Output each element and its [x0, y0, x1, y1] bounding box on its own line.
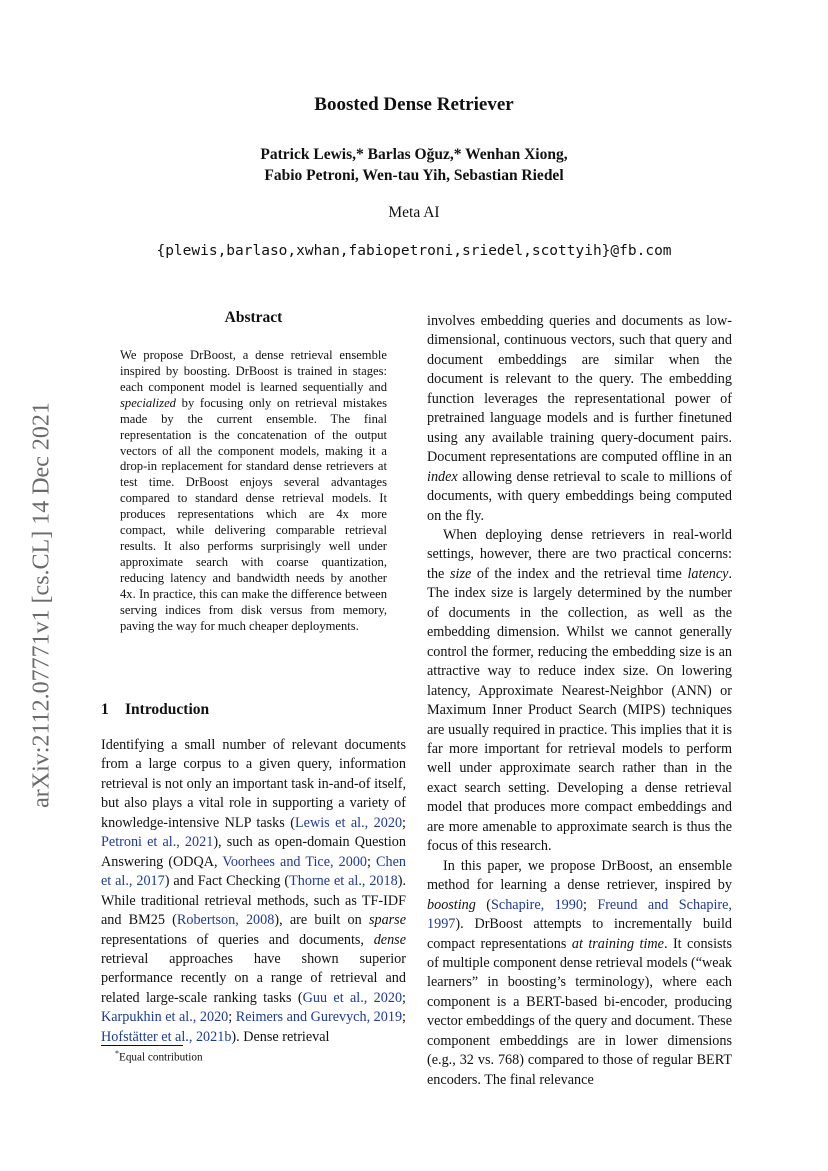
arxiv-sidebar-stamp [26, 365, 58, 845]
section-heading-introduction [101, 701, 209, 719]
emphasis: dense [373, 931, 406, 948]
footnote [115, 1049, 203, 1064]
citation-link[interactable]: Robertson, 2008 [176, 912, 275, 929]
citation-link[interactable]: Freund and Schapire, 1997 [427, 896, 732, 933]
citation-link[interactable]: Guu et al., 2020 [302, 989, 403, 1006]
emphasis: boosting [427, 896, 476, 913]
citation-link[interactable]: Voorhees and Tice, 2000 [222, 853, 368, 870]
footnote-mark: * [115, 1049, 119, 1058]
emphasis: at training time [571, 935, 664, 952]
citation-link[interactable]: Thorne et al., 2018 [289, 873, 398, 890]
affiliation: Meta AI [388, 204, 440, 221]
citation-link[interactable]: Petroni et al., 2021 [101, 834, 214, 851]
citation-link[interactable]: Karpukhin et al., 2020 [101, 1009, 229, 1026]
emphasis: specialized [120, 395, 176, 410]
author-line-2: Fabio Petroni, Wen-tau Yih, Sebastian Riedel [264, 167, 564, 184]
introduction-body [101, 736, 406, 1047]
abstract-body: We propose DrBoost, a dense retrieval ensemble inspired by boosting. DrBoost is trained in stages: each component model is learned sequentially and specialized by focusing only on retrieval mistakes made by the current ensemble. The final representation is the concatenation of the output vectors of all the component models, making it a drop-in replacement for standard dense retrievers at test time. DrBoost enjoys several advantages compared to standard dense retrieval models. It produces representations which are 4x more compact, while delivering comparable retrieval results. It also performs surprisingly well under approximate search with coarse quantization, reducing latency and bandwidth needs by another 4x. In practice, this can make the difference between serving indices from disk versus from memory, paving the way for much cheaper deployments. [120, 348, 387, 633]
emphasis: index [427, 468, 458, 485]
citation-link[interactable]: Hofstätter et al., 2021b [101, 1028, 232, 1045]
citation-link[interactable]: Reimers and Gurevych, 2019 [235, 1009, 403, 1026]
author-line-1: Patrick Lewis,* Barlas Oğuz,* Wenhan Xiong, [260, 146, 568, 163]
paragraph: When deploying dense retrievers in real-world settings, however, there are two practical concerns: the size of the index and the retrieval time latency. The index size is largely determined by the number of documents in the collection, as well as the embedding dimension. Whilst we cannot generally control the former, reducing the embedding size is an attractive way to reduce index size. On lowering latency, Approximate Nearest-Neighbor (ANN) or Maximum Inner Product Search (MIPS) techniques are usually required in practice. This implies that it is far more important for retrieval models to perform well under approximate search rather than in the exact search setting. Developing a dense retrieval model that produces more compact embeddings and are more amenable to approximate search is thus the focus of this research. [427, 526, 732, 855]
footnote-rule [101, 1045, 183, 1046]
abstract-heading: Abstract [224, 309, 283, 326]
paper-title: Boosted Dense Retriever [314, 94, 514, 115]
emphasis: latency [687, 565, 729, 582]
footnote-text: Equal contribution [119, 1051, 203, 1064]
section-title: Introduction [125, 701, 210, 718]
section-number: 1 [101, 701, 109, 718]
citation-link[interactable]: Schapire, 1990 [491, 896, 583, 913]
emphasis: sparse [368, 912, 407, 929]
citation-link[interactable]: Chen et al., 2017 [101, 853, 406, 890]
paragraph: involves embedding queries and documents as low-dimensional, continuous vectors, such that query and document embeddings are similar when the document is relevant to the query. The embedding function leverages the representational power of pretrained language models and is further finetuned using any available training query-document pairs. Document representations are computed offline in an index allowing dense retrieval to scale to millions of documents, with query embeddings being computed on the fly. [427, 313, 732, 524]
emphasis: size [450, 565, 472, 582]
right-column [427, 312, 732, 1090]
paragraph: Identifying a small number of relevant documents from a large corpus to a given query, information retrieval is not only an important task in-and-of itself, but also plays a vital role in supporting a variety of knowledge-intensive NLP tasks (Lewis et al., 2020; Petroni et al., 2021), such as open-domain Question Answering (ODQA, Voorhees and Tice, 2000; Chen et al., 2017) and Fact Checking (Thorne et al., 2018). While traditional retrieval methods, such as TF-IDF and BM25 (Robertson, 2008), are built on sparse representations of queries and documents, dense retrieval approaches have shown superior performance recently on a range of retrieval and related large-scale ranking tasks (Guu et al., 2020; Karpukhin et al., 2020; Reimers and Gurevych, 2019; Hofstätter et al., 2021b). Dense retrieval [101, 737, 407, 1045]
citation-link[interactable]: Lewis et al., 2020 [295, 814, 403, 831]
paragraph: In this paper, we propose DrBoost, an ensemble method for learning a dense retriever, inspired by boosting (Schapire, 1990; Freund and Schapire, 1997). DrBoost attempts to incrementally build compact representations at training time. It consists of multiple component dense retrieval models (“weak learners” in boosting’s terminology), where each component is a BERT-based bi-encoder, producing vector embeddings of the query and document. These component embeddings are in lower dimensions (e.g., 32 vs. 768) compared to those of regular BERT encoders. The final relevance [427, 857, 732, 1088]
author-emails: {plewis,barlaso,xwhan,fabiopetroni,sriedel,scottyih}@fb.com [156, 243, 672, 259]
arxiv-identifier: arXiv:2112.07771v1 [cs.CL] 14 Dec 2021 [28, 402, 55, 808]
